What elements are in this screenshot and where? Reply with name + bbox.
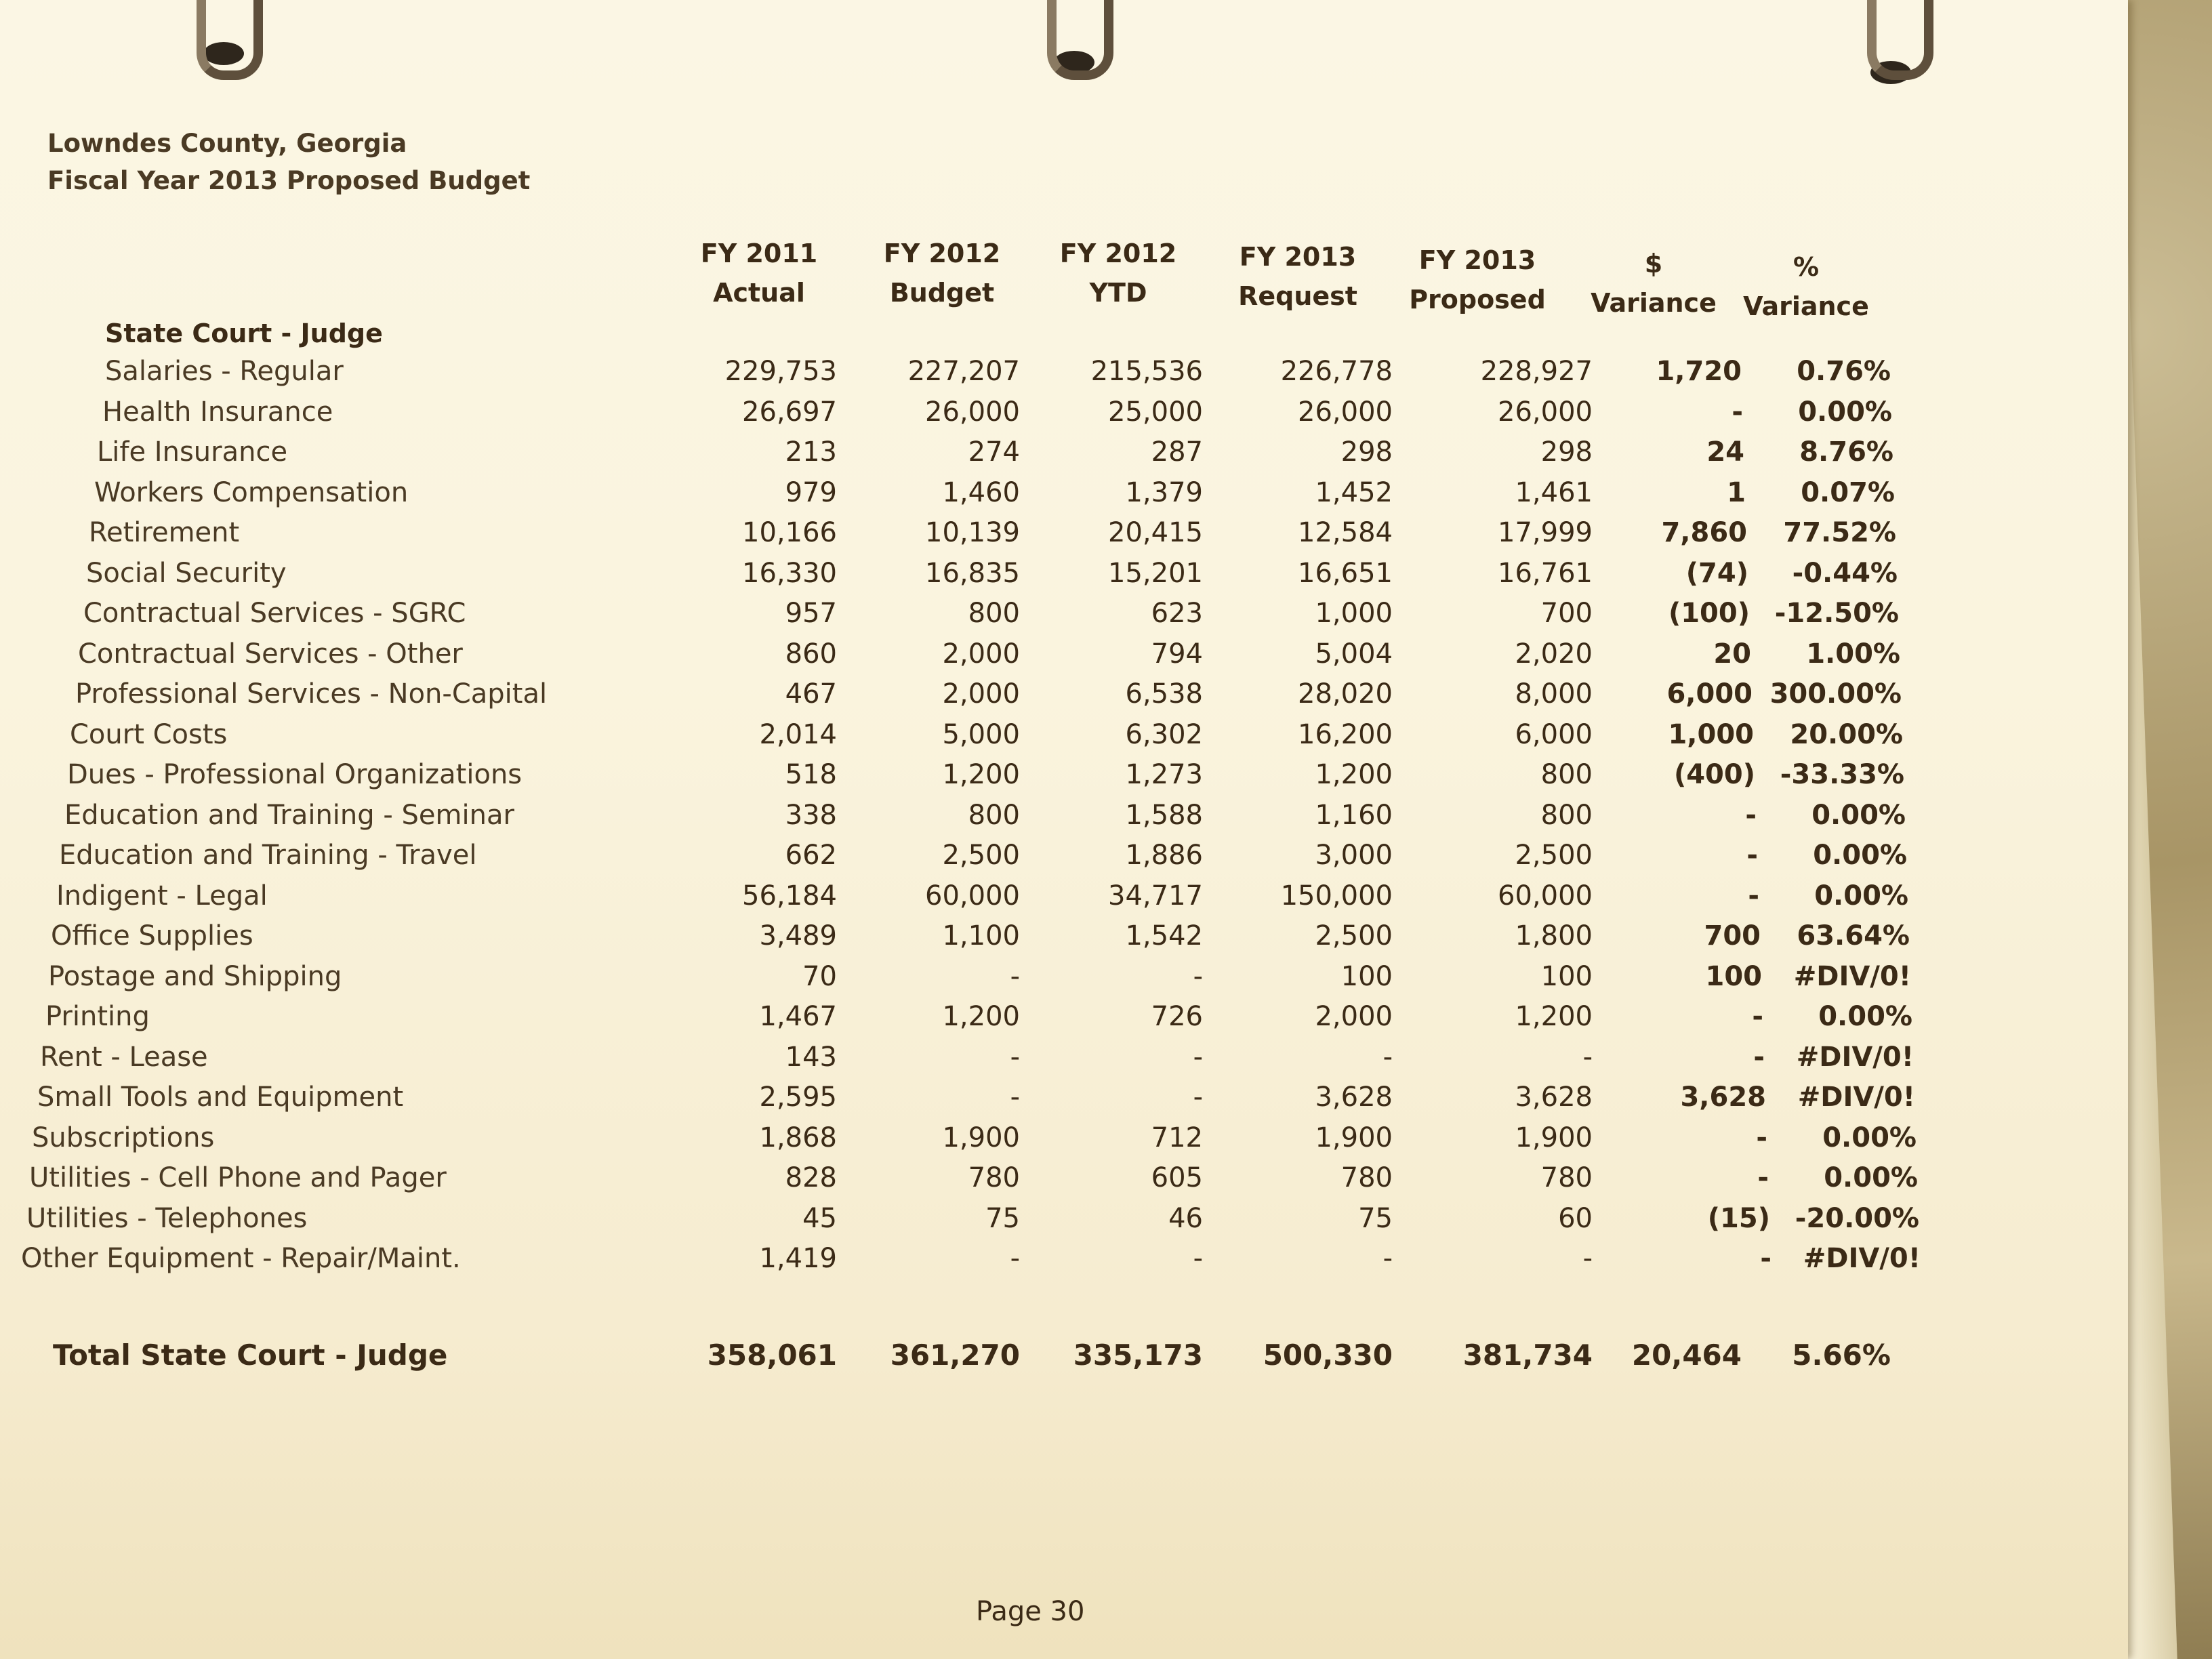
cell-value: -	[1756, 1122, 1767, 1153]
cell-value: 0.00%	[1811, 799, 1906, 831]
cell-value: 150,000	[1280, 880, 1393, 912]
table-row	[0, 1122, 1965, 1160]
cell-value: -	[1010, 960, 1020, 992]
cell-value: 8,000	[1515, 678, 1593, 710]
cell-value: 1,461	[1515, 476, 1593, 508]
table-row	[0, 558, 1965, 596]
cell-value: 1,886	[1125, 840, 1203, 871]
cell-value: 518	[785, 759, 837, 790]
cell-value: -	[1010, 1082, 1020, 1113]
cell-value: 226,778	[1280, 356, 1393, 387]
cell-value: 60	[1558, 1202, 1593, 1234]
cell-value: 2,595	[759, 1082, 837, 1113]
cell-value: 1,720	[1656, 356, 1742, 387]
cell-value: 0.07%	[1801, 476, 1895, 508]
cell-value: 623	[1151, 598, 1203, 629]
cell-value: -	[1193, 1243, 1203, 1274]
cell-value: 800	[968, 598, 1020, 629]
cell-value: #DIV/0!	[1796, 1041, 1914, 1073]
cell-value: 800	[968, 799, 1020, 831]
cell-value: -	[1746, 840, 1758, 871]
cell-value: 0.00%	[1822, 1122, 1917, 1153]
cell-value: 26,000	[1498, 396, 1593, 428]
row-label: Workers Compensation	[94, 476, 409, 508]
cell-value: 700	[1704, 920, 1761, 951]
cell-value: -	[1748, 880, 1759, 912]
column-header-line2: Variance	[1591, 288, 1717, 318]
table-row	[0, 638, 1965, 676]
cell-value: 1,273	[1125, 759, 1203, 790]
row-label: Life Insurance	[97, 436, 288, 468]
cell-value: -	[1752, 1001, 1763, 1032]
cell-value: 794	[1151, 638, 1203, 670]
cell-value: 75	[1358, 1202, 1393, 1234]
table-row	[0, 1243, 1965, 1281]
table-row	[0, 678, 1965, 716]
cell-value: 298	[1540, 436, 1593, 468]
cell-value: -	[1010, 1041, 1020, 1073]
row-label: Small Tools and Equipment	[37, 1082, 404, 1113]
table-row	[0, 719, 1965, 757]
cell-value: 1,542	[1125, 920, 1203, 951]
table-row	[0, 800, 1965, 838]
cell-value: 358,061	[707, 1338, 837, 1372]
cell-value: 5.66%	[1792, 1338, 1891, 1372]
table-row	[0, 840, 1965, 878]
cell-value: 979	[785, 476, 837, 508]
cell-value: 828	[785, 1162, 837, 1193]
row-label: Printing	[45, 1001, 150, 1032]
column-header	[1044, 234, 1193, 312]
cell-value: 1,200	[942, 759, 1020, 790]
organization-name: Lowndes County, Georgia	[47, 129, 407, 158]
cell-value: -33.33%	[1780, 759, 1904, 790]
cell-value: 6,000	[1515, 718, 1593, 750]
column-header-line2: Actual	[713, 278, 805, 308]
cell-value: 1,900	[1515, 1122, 1593, 1153]
cell-value: 28,020	[1298, 678, 1393, 710]
cell-value: -	[1382, 1243, 1393, 1274]
row-label: Court Costs	[70, 718, 228, 750]
cell-value: 100	[1540, 960, 1593, 992]
table-row	[0, 920, 1965, 958]
cell-value: 300.00%	[1769, 678, 1902, 710]
cell-value: #DIV/0!	[1803, 1243, 1921, 1274]
cell-value: 0.00%	[1813, 840, 1907, 871]
table-row	[0, 396, 1965, 434]
cell-value: 26,697	[742, 396, 837, 428]
cell-value: 26,000	[925, 396, 1020, 428]
cell-value: 3,628	[1515, 1082, 1593, 1113]
cell-value: 860	[785, 638, 837, 670]
cell-value: 1,452	[1315, 476, 1393, 508]
page-number: Page 30	[976, 1596, 1085, 1627]
cell-value: 70	[802, 960, 837, 992]
table-row	[0, 1162, 1965, 1200]
cell-value: 335,173	[1073, 1338, 1203, 1372]
cell-value: -	[1760, 1243, 1771, 1274]
cell-value: 8.76%	[1799, 436, 1893, 468]
column-header-line1: FY 2012	[1059, 239, 1177, 268]
cell-value: 213	[785, 436, 837, 468]
column-header	[1732, 247, 1881, 326]
binder-ring-icon	[1047, 0, 1113, 80]
cell-value: 605	[1151, 1162, 1203, 1193]
cell-value: 24	[1706, 436, 1744, 468]
cell-value: 10,166	[742, 517, 837, 548]
cell-value: -	[1745, 799, 1757, 831]
row-label: Contractual Services - Other	[78, 638, 463, 670]
cell-value: 800	[1540, 759, 1593, 790]
cell-value: 1,200	[942, 1001, 1020, 1032]
cell-value: 1,800	[1515, 920, 1593, 951]
cell-value: 287	[1151, 436, 1203, 468]
cell-value: (74)	[1685, 557, 1748, 589]
cell-value: 1,200	[1315, 759, 1393, 790]
cell-value: 1,900	[1315, 1122, 1393, 1153]
row-label: Contractual Services - SGRC	[83, 598, 466, 629]
table-row	[0, 477, 1965, 515]
cell-value: 1.00%	[1806, 638, 1900, 670]
cell-value: 1,000	[1315, 598, 1393, 629]
cell-value: -	[1582, 1041, 1593, 1073]
cell-value: 1,900	[942, 1122, 1020, 1153]
document-title: Fiscal Year 2013 Proposed Budget	[47, 166, 531, 195]
cell-value: 20	[1713, 638, 1751, 670]
cell-value: -	[1010, 1243, 1020, 1274]
column-header-line2: YTD	[1089, 278, 1147, 308]
cell-value: 17,999	[1498, 517, 1593, 548]
cell-value: 100	[1705, 960, 1762, 992]
cell-value: 381,734	[1462, 1338, 1593, 1372]
column-header	[1579, 244, 1728, 323]
column-header-line2: Variance	[1743, 291, 1869, 321]
cell-value: 0.00%	[1814, 880, 1908, 912]
cell-value: 3,489	[759, 920, 837, 951]
cell-value: -	[1757, 1162, 1769, 1193]
cell-value: (15)	[1707, 1202, 1770, 1234]
cell-value: 2,500	[1515, 840, 1593, 871]
row-label: Utilities - Cell Phone and Pager	[29, 1162, 447, 1193]
table-row	[0, 880, 1965, 918]
cell-value: 77.52%	[1783, 517, 1896, 548]
column-header-line2: Proposed	[1409, 285, 1546, 314]
cell-value: 16,761	[1498, 557, 1593, 589]
table-row	[0, 436, 1965, 474]
total-row	[0, 1338, 1965, 1376]
cell-value: 1,000	[1668, 718, 1754, 750]
cell-value: 34,717	[1108, 880, 1203, 912]
column-header	[684, 234, 834, 312]
cell-value: 5,000	[942, 718, 1020, 750]
table-row	[0, 1082, 1965, 1120]
column-header-line2: Budget	[889, 278, 995, 308]
cell-value: 228,927	[1480, 356, 1593, 387]
cell-value: 1	[1727, 476, 1746, 508]
cell-value: 0.00%	[1818, 1001, 1912, 1032]
cell-value: 3,628	[1680, 1082, 1766, 1113]
cell-value: 16,835	[925, 557, 1020, 589]
cell-value: 2,020	[1515, 638, 1593, 670]
cell-value: 6,302	[1125, 718, 1203, 750]
cell-value: -20.00%	[1795, 1202, 1919, 1234]
cell-value: 25,000	[1108, 396, 1203, 428]
table-row	[0, 356, 1965, 394]
cell-value: 957	[785, 598, 837, 629]
cell-value: 467	[785, 678, 837, 710]
row-label: Education and Training - Seminar	[64, 799, 514, 831]
cell-value: 20,415	[1108, 517, 1203, 548]
cell-value: 16,200	[1298, 718, 1393, 750]
cell-value: 20,464	[1631, 1338, 1742, 1372]
row-label: Subscriptions	[32, 1122, 215, 1153]
cell-value: 1,200	[1515, 1001, 1593, 1032]
cell-value: 16,651	[1298, 557, 1393, 589]
cell-value: 800	[1540, 799, 1593, 831]
cell-value: 3,000	[1315, 840, 1393, 871]
cell-value: 2,500	[1315, 920, 1393, 951]
cell-value: 1,868	[759, 1122, 837, 1153]
cell-value: 298	[1340, 436, 1393, 468]
cell-value: 662	[785, 840, 837, 871]
cell-value: 20.00%	[1790, 718, 1903, 750]
cell-value: 26,000	[1298, 396, 1393, 428]
cell-value: -12.50%	[1774, 598, 1899, 629]
column-header	[1403, 241, 1552, 319]
cell-value: 726	[1151, 1001, 1203, 1032]
cell-value: 15,201	[1108, 557, 1203, 589]
cell-value: (100)	[1668, 598, 1750, 629]
cell-value: 780	[968, 1162, 1020, 1193]
column-header-line1: FY 2012	[883, 239, 1001, 268]
column-header	[1223, 237, 1372, 316]
row-label: Retirement	[89, 517, 240, 548]
cell-value: 700	[1540, 598, 1593, 629]
cell-value: -0.44%	[1792, 557, 1898, 589]
cell-value: 0.76%	[1797, 356, 1891, 387]
cell-value: 780	[1540, 1162, 1593, 1193]
table-row	[0, 1001, 1965, 1039]
cell-value: (400)	[1673, 759, 1755, 790]
cell-value: 63.64%	[1797, 920, 1910, 951]
cell-value: #DIV/0!	[1793, 960, 1911, 992]
cell-value: 227,207	[907, 356, 1020, 387]
cell-value: 1,588	[1125, 799, 1203, 831]
column-header-line1: $	[1644, 249, 1663, 279]
cell-value: 2,500	[942, 840, 1020, 871]
cell-value: 16,330	[742, 557, 837, 589]
cell-value: 46	[1168, 1202, 1203, 1234]
table-row	[0, 759, 1965, 797]
table-row	[0, 598, 1965, 636]
cell-value: 274	[968, 436, 1020, 468]
cell-value: 7,860	[1661, 517, 1747, 548]
cell-value: 2,014	[759, 718, 837, 750]
cell-value: -	[1582, 1243, 1593, 1274]
row-label: Salaries - Regular	[105, 356, 344, 387]
column-header-line2: Request	[1238, 281, 1357, 311]
cell-value: 229,753	[724, 356, 837, 387]
column-header-line1: FY 2013	[1239, 242, 1357, 272]
cell-value: 1,379	[1125, 476, 1203, 508]
cell-value: -	[1382, 1041, 1393, 1073]
cell-value: 6,538	[1125, 678, 1203, 710]
row-label: Indigent - Legal	[56, 880, 268, 912]
cell-value: 712	[1151, 1122, 1203, 1153]
row-label: Dues - Professional Organizations	[67, 759, 523, 790]
row-label: Professional Services - Non-Capital	[75, 678, 548, 710]
row-label: Utilities - Telephones	[26, 1202, 308, 1234]
cell-value: 1,467	[759, 1001, 837, 1032]
cell-value: 338	[785, 799, 837, 831]
section-title: State Court - Judge	[105, 319, 383, 348]
cell-value: 500,330	[1263, 1338, 1393, 1372]
cell-value: -	[1193, 1041, 1203, 1073]
row-label: Social Security	[86, 557, 287, 589]
cell-value: 60,000	[1498, 880, 1593, 912]
cell-value: 780	[1340, 1162, 1393, 1193]
row-label: Postage and Shipping	[48, 960, 342, 992]
cell-value: 1,419	[759, 1243, 837, 1274]
column-header-line1: FY 2011	[700, 239, 818, 268]
cell-value: 3,628	[1315, 1082, 1393, 1113]
cell-value: 2,000	[1315, 1001, 1393, 1032]
column-header	[867, 234, 1017, 312]
table-row	[0, 1203, 1965, 1241]
cell-value: 45	[802, 1202, 837, 1234]
table-row	[0, 517, 1965, 555]
row-label: Rent - Lease	[40, 1041, 208, 1073]
table-row	[0, 961, 1965, 999]
cell-value: 1,100	[942, 920, 1020, 951]
cell-value: 12,584	[1298, 517, 1393, 548]
cell-value: 143	[785, 1041, 837, 1073]
cell-value: 5,004	[1315, 638, 1393, 670]
cell-value: -	[1193, 960, 1203, 992]
cell-value: -	[1732, 396, 1743, 428]
cell-value: 1,160	[1315, 799, 1393, 831]
cell-value: 56,184	[742, 880, 837, 912]
cell-value: 215,536	[1090, 356, 1203, 387]
column-header-line1: %	[1793, 252, 1820, 282]
cell-value: -	[1193, 1082, 1203, 1113]
cell-value: 0.00%	[1824, 1162, 1918, 1193]
cell-value: 75	[985, 1202, 1020, 1234]
cell-value: 1,460	[942, 476, 1020, 508]
row-label: Education and Training - Travel	[59, 840, 477, 871]
cell-value: 100	[1340, 960, 1393, 992]
cell-value: 6,000	[1666, 678, 1753, 710]
column-header-line1: FY 2013	[1418, 245, 1536, 275]
cell-value: #DIV/0!	[1797, 1082, 1915, 1113]
binder-ring-icon	[197, 0, 263, 80]
row-label: Health Insurance	[102, 396, 333, 428]
binder-ring-icon	[1867, 0, 1933, 80]
cell-value: 2,000	[942, 638, 1020, 670]
cell-value: 60,000	[925, 880, 1020, 912]
cell-value: 361,270	[890, 1338, 1020, 1372]
total-label: Total State Court - Judge	[53, 1338, 448, 1372]
cell-value: -	[1753, 1041, 1765, 1073]
cell-value: 10,139	[925, 517, 1020, 548]
cell-value: 2,000	[942, 678, 1020, 710]
row-label: Other Equipment - Repair/Maint.	[21, 1243, 461, 1274]
cell-value: 0.00%	[1798, 396, 1892, 428]
table-row	[0, 1042, 1965, 1080]
row-label: Office Supplies	[51, 920, 253, 951]
